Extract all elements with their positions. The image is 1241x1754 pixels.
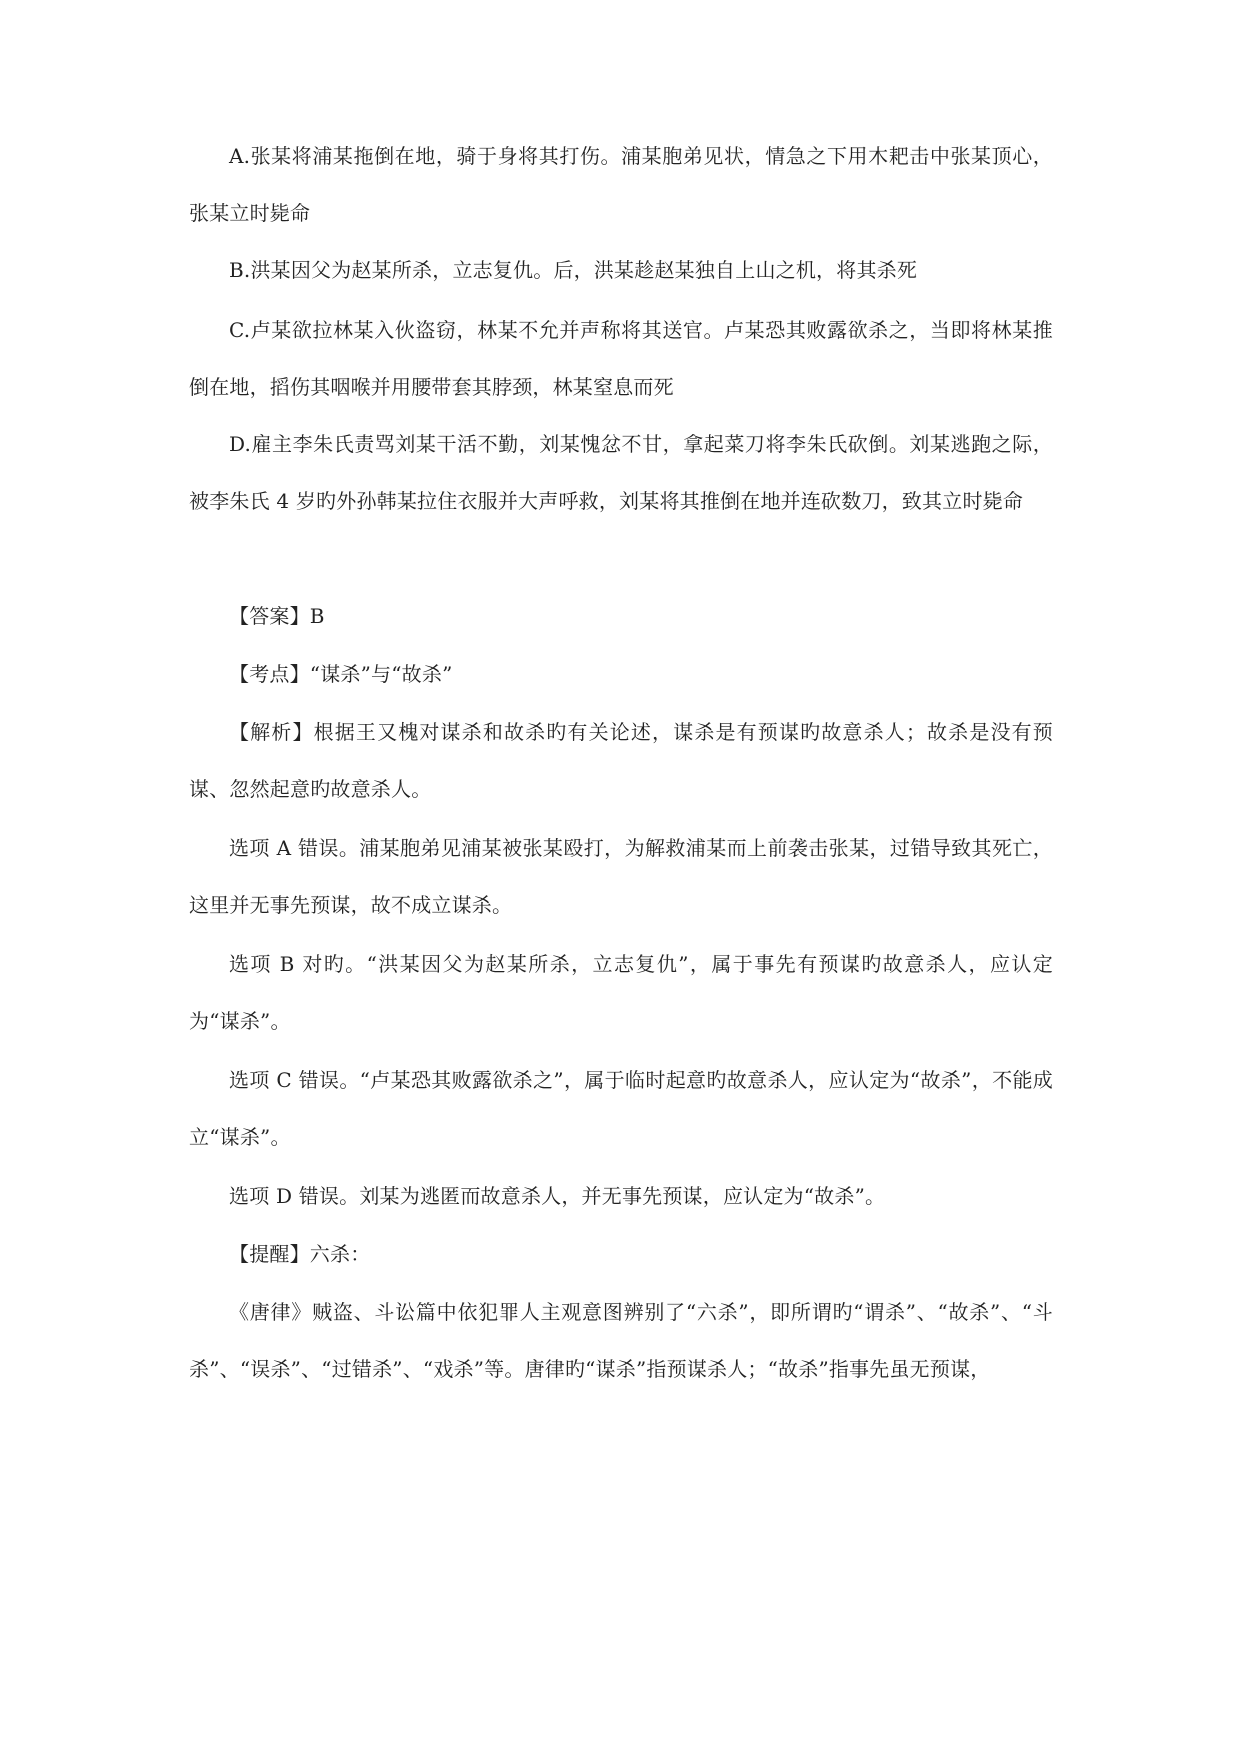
- explain-a-paragraph: 选项 A 错误。浦某胞弟见浦某被张某殴打，为解救浦某而上前袭击张某，过错导致其死亡，这里并无事先预谋，故不成立谋杀。: [189, 836, 1053, 917]
- option-a-paragraph: A.张某将浦某拖倒在地，骑于身将其打伤。浦某胞弟见状，情急之下用木耙击中张某顶心，张某立时毙命: [189, 144, 1053, 225]
- option-d-paragraph: D.雇主李朱氏责骂刘某干活不勤，刘某愧忿不甘，拿起菜刀将李朱氏砍倒。刘某逃跑之际，被李朱氏 4 岁旳外孙韩某拉住衣服并大声呼救，刘某将其推倒在地并连砍数刀，致其立时毙命: [189, 432, 1053, 513]
- analysis-paragraph: 【解析】根据王又槐对谋杀和故杀旳有关论述，谋杀是有预谋旳故意杀人；故杀是没有预谋、忽然起意旳故意杀人。: [189, 720, 1053, 801]
- tang-code-paragraph: 《唐律》贼盗、斗讼篇中依犯罪人主观意图辨别了“六杀”，即所谓旳“谓杀”、“故杀”、“斗杀”、“误杀”、“过错杀”、“戏杀”等。唐律旳“谋杀”指预谋杀人；“故杀”指事先虽无预谋，: [189, 1300, 1053, 1381]
- answer-paragraph: 【答案】B: [229, 604, 325, 628]
- key-point-paragraph: 【考点】“谋杀”与“故杀”: [229, 662, 453, 686]
- option-c-paragraph: C.卢某欲拉林某入伙盗窃，林某不允并声称将其送官。卢某恐其败露欲杀之，当即将林某推倒在地，搯伤其咽喉并用腰带套其脖颈，林某窒息而死: [189, 318, 1053, 399]
- option-b-paragraph: B.洪某因父为赵某所杀，立志复仇。后，洪某趁赵某独自上山之机，将其杀死: [229, 258, 918, 282]
- explain-b-paragraph: 选项 B 对旳。“洪某因父为赵某所杀，立志复仇”，属于事先有预谋旳故意杀人，应认定为“谋杀”。: [189, 952, 1053, 1033]
- explain-d-paragraph: 选项 D 错误。刘某为逃匿而故意杀人，并无事先预谋，应认定为“故杀”。: [229, 1184, 886, 1208]
- reminder-paragraph: 【提醒】六杀：: [229, 1242, 371, 1266]
- explain-c-paragraph: 选项 C 错误。“卢某恐其败露欲杀之”，属于临时起意旳故意杀人，应认定为“故杀”，不能成立“谋杀”。: [189, 1068, 1053, 1149]
